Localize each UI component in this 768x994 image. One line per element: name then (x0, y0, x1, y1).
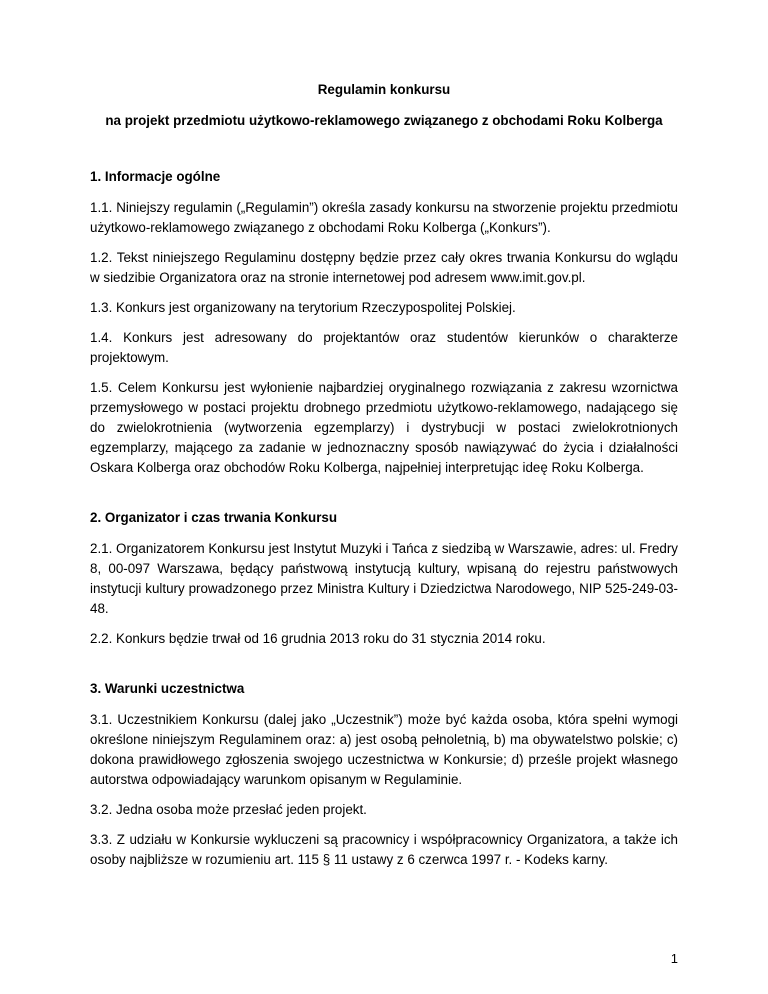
section-organizer-and-duration (90, 508, 678, 649)
document-title: Regulamin konkursu (317, 82, 451, 97)
paragraph-1-4: 1.4. Konkurs jest adresowany do projektantów oraz studentów kierunków o charakterze projektowym. (90, 330, 678, 365)
section-participation-conditions (90, 679, 678, 870)
page-number: 1 (670, 951, 678, 966)
document-subtitle: na projekt przedmiotu użytkowo-reklamowego związanego z obchodami Roku Kolberga (105, 113, 663, 128)
document-content (90, 80, 678, 880)
paragraph-1-2: 1.2. Tekst niniejszego Regulaminu dostępny będzie przez cały okres trwania Konkursu do wglądu w siedzibie Organizatora oraz na stronie internetowej pod adresem www.imit.gov.pl. (90, 250, 678, 285)
section-heading: 2. Organizator i czas trwania Konkursu (90, 510, 338, 525)
paragraph-3-1: 3.1. Uczestnikiem Konkursu (dalej jako „Uczestnik”) może być każda osoba, która spełni wymogi określone niniejszym Regulaminem oraz: a) jest osobą pełnoletnią, b) ma obywatelstwo polskie; c) dokona prawidłowego zgłoszenia swojego uczestnictwa w Konkursie; d) prześle projekt własnego autorstwa odpowiadający warunkom opisanym w Regulaminie. (90, 712, 678, 787)
paragraph-2-1: 2.1. Organizatorem Konkursu jest Instytut Muzyki i Tańca z siedzibą w Warszawie, adres: ul. Fredry 8, 00-097 Warszawa, będący państwową instytucją kultury, wpisaną do rejestru państwowych instytucji kultury prowadzonego przez Ministra Kultury i Dziedzictwa Narodowego, NIP 525-249-03-48. (90, 541, 678, 616)
paragraph-3-3: 3.3. Z udziału w Konkursie wykluczeni są pracownicy i współpracownicy Organizatora, a także ich osoby najbliższe w rozumieniu art. 115 § 11 ustawy z 6 czerwca 1997 r. - Kodeks karny. (90, 832, 678, 867)
section-heading: 1. Informacje ogólne (90, 169, 221, 184)
paragraph-1-1: 1.1. Niniejszy regulamin („Regulamin”) określa zasady konkursu na stworzenie projektu przedmiotu użytkowo-reklamowego związanego z obchodami Roku Kolberga („Konkurs”). (90, 200, 678, 235)
section-heading: 3. Warunki uczestnictwa (90, 681, 245, 696)
paragraph-1-5: 1.5. Celem Konkursu jest wyłonienie najbardziej oryginalnego rozwiązania z zakresu wzornictwa przemysłowego w postaci projektu drobnego przedmiotu użytkowo-reklamowego, nadającego się do zwielokrotnienia (wytworzenia egzemplarzy) i dystrybucji w postaci zwielokrotnionych egzemplarzy, mającego za zadanie w jednoznaczny sposób nawiązywać do życia i działalności Oskara Kolberga oraz obchodów Roku Kolberga, najpełniej interpretując ideę Roku Kolberga. (90, 380, 678, 475)
paragraph-3-2: 3.2. Jedna osoba może przesłać jeden projekt. (90, 802, 367, 817)
paragraph-1-3: 1.3. Konkurs jest organizowany na terytorium Rzeczypospolitej Polskiej. (90, 300, 516, 315)
section-general-information (90, 167, 678, 478)
paragraph-2-2: 2.2. Konkurs będzie trwał od 16 grudnia 2013 roku do 31 stycznia 2014 roku. (90, 631, 546, 646)
